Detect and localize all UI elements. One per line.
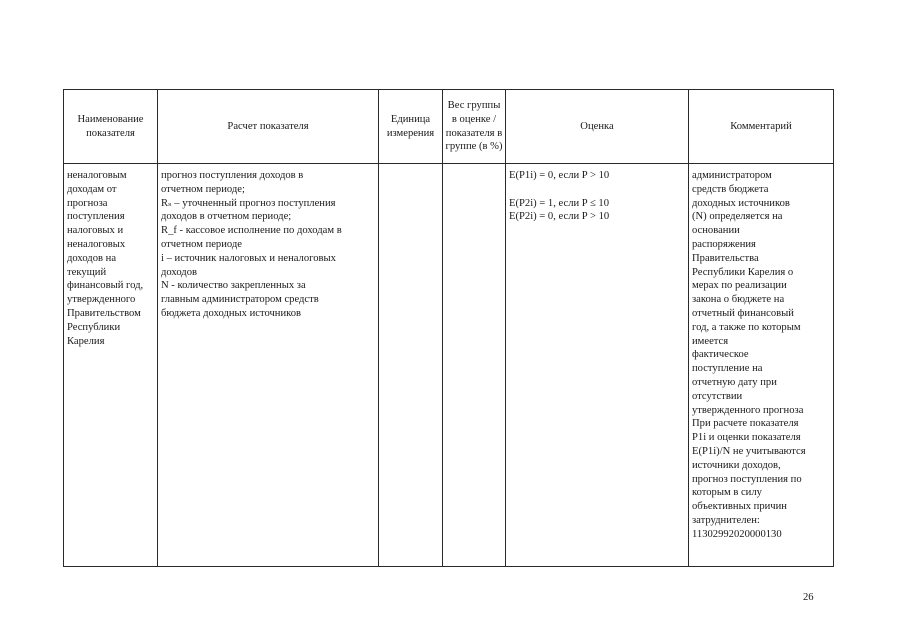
text-line: текущий [67, 266, 107, 278]
text-line: объективных причин [692, 501, 787, 513]
table-header-row [64, 90, 834, 164]
text-line: доходам от [67, 183, 117, 195]
header-indicator-calculation: Расчет показателя [158, 90, 379, 164]
text-line: мерах по реализации [692, 280, 787, 292]
text-line: (N) определяется на [692, 211, 783, 223]
page-number: 26 [803, 592, 814, 603]
text-line: доходов в отчетном периоде; [161, 211, 292, 223]
text-line: неналоговым [67, 170, 127, 181]
text-line: которым в силу [692, 487, 762, 499]
text-line: отчетном периоде; [161, 183, 245, 195]
header-comment: Комментарий [689, 90, 834, 164]
text-line: отчетную дату при [692, 376, 777, 388]
text-line: Правительства [692, 252, 759, 264]
table-row [64, 164, 834, 567]
text-line: неналоговых [67, 238, 126, 250]
cell-unit [379, 164, 443, 567]
text-line: поступления [67, 211, 125, 223]
text-line: утвержденного прогноза [692, 404, 804, 416]
text-line: фактическое [692, 349, 749, 361]
header-score: Оценка [506, 90, 689, 164]
text-line: администратором [692, 170, 772, 181]
cell-indicator-calculation [158, 164, 379, 567]
text-line: доходов [161, 266, 197, 278]
text-line: Карелия [67, 335, 105, 347]
cell-score [506, 164, 689, 567]
text-line: Республики Карелия о [692, 266, 794, 278]
cell-comment [689, 164, 834, 567]
score-line: E(P2i) = 0, если P > 10 [509, 211, 610, 223]
text-line: средств бюджета [692, 183, 769, 195]
text-line: Республики [67, 321, 121, 333]
text-line: доходных источников [692, 197, 790, 209]
text-line: отчетный финансовый [692, 307, 794, 319]
text-line: распоряжения [692, 238, 756, 250]
text-line: закона о бюджете на [692, 294, 785, 306]
text-line: При расчете показателя [692, 418, 799, 430]
text-line: E(P1i)/N не учитываются [692, 445, 806, 457]
text-line: отсутствии [692, 390, 743, 402]
line-gap [509, 183, 685, 197]
text-line: i – источник налоговых и неналоговых [161, 252, 336, 264]
text-line: Правительством [67, 307, 141, 319]
text-line: Rₛ – уточненный прогноз поступления [161, 197, 336, 209]
text-line: затруднителен: [692, 514, 760, 526]
text-line: поступление на [692, 363, 763, 375]
text-line: бюджета доходных источников [161, 307, 302, 319]
score-line: E(P1i) = 0, если P > 10 [509, 170, 610, 181]
text-line: утвержденного [67, 294, 136, 306]
header-unit: Единица измерения [379, 90, 443, 164]
header-indicator-name: Наименование показателя [64, 90, 158, 164]
text-line: P1i и оценки показателя [692, 432, 801, 444]
text-line: отчетном периоде [161, 238, 242, 250]
text-line: основании [692, 225, 740, 237]
score-line: E(P2i) = 1, если P ≤ 10 [509, 197, 609, 209]
text-line: налоговых и [67, 225, 124, 237]
text-line: доходов на [67, 252, 117, 264]
cell-indicator-name [64, 164, 158, 567]
text-line: имеется [692, 335, 729, 347]
text-line: год, а также по которым [692, 321, 801, 333]
text-line: источники доходов, [692, 459, 781, 471]
text-line: прогноз поступления по [692, 473, 802, 485]
text-line: 11302992020000130 [692, 528, 782, 540]
text-line: прогноза [67, 197, 108, 209]
text-line: прогноз поступления доходов в [161, 170, 304, 181]
header-weight: Вес группы в оценке / показателя в группе (в %) [443, 90, 506, 164]
text-line: R_f - кассовое исполнение по доходам в [161, 225, 342, 237]
indicator-table [63, 89, 834, 567]
cell-weight [443, 164, 506, 567]
text-line: главным администратором средств [161, 294, 319, 306]
text-line: N - количество закрепленных за [161, 280, 306, 292]
text-line: финансовый год, [67, 280, 144, 292]
